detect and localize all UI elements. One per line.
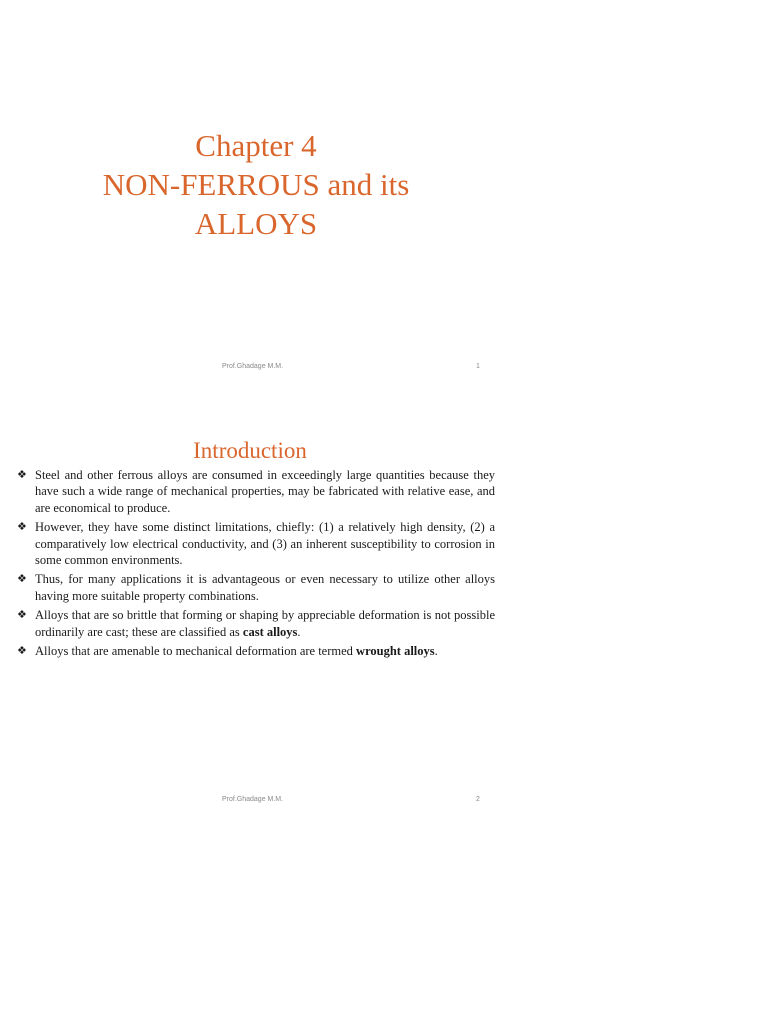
bullet-text-end: . bbox=[297, 624, 301, 639]
list-item bbox=[17, 519, 495, 568]
bullet-list bbox=[17, 467, 495, 662]
list-item bbox=[17, 467, 495, 516]
diamond-bullet-icon: ❖ bbox=[17, 644, 27, 658]
diamond-bullet-icon: ❖ bbox=[17, 608, 27, 622]
bold-term: cast alloys bbox=[242, 624, 298, 639]
slide-2 bbox=[0, 400, 768, 830]
title-line: NON-FERROUS and its bbox=[102, 167, 410, 202]
bullet-text: Steel and other ferrous alloys are consumed in exceedingly large quantities because they have such a wide range of mechanical properties, may be fabricated with relative ease, and are economical to produce. bbox=[35, 468, 495, 515]
footer-author: Prof.Ghadage M.M. bbox=[222, 363, 284, 370]
chapter-title bbox=[0, 126, 512, 243]
section-title: Introduction bbox=[193, 438, 307, 463]
list-item bbox=[17, 607, 495, 640]
footer-author: Prof.Ghadage M.M. bbox=[222, 796, 284, 803]
title-line: Chapter 4 bbox=[195, 128, 317, 163]
slide-1 bbox=[0, 0, 768, 400]
bullet-text: Alloys that are amenable to mechanical deformation are termed bbox=[35, 644, 357, 659]
diamond-bullet-icon: ❖ bbox=[17, 520, 27, 534]
list-item bbox=[17, 643, 495, 659]
bullet-text: Thus, for many applications it is advantageous or even necessary to utilize other alloys having more suitable property combinations. bbox=[35, 572, 495, 603]
title-line: ALLOYS bbox=[194, 206, 318, 241]
bullet-text-end: . bbox=[434, 644, 438, 659]
list-item bbox=[17, 571, 495, 604]
bullet-text: However, they have some distinct limitations, chiefly: (1) a relatively high density, (2) a comparatively low electrical conductivity, and (3) an inherent susceptibility to corrosion in some common environments. bbox=[35, 520, 495, 568]
bullet-text: Alloys that are so brittle that forming or shaping by appreciable deformation is not possible ordinarily are cast; these are classified as bbox=[35, 608, 495, 639]
diamond-bullet-icon: ❖ bbox=[17, 572, 27, 586]
page-number: 2 bbox=[476, 796, 480, 803]
diamond-bullet-icon: ❖ bbox=[17, 468, 27, 481]
page-number: 1 bbox=[476, 363, 480, 370]
bold-term: wrought alloys bbox=[356, 644, 435, 659]
